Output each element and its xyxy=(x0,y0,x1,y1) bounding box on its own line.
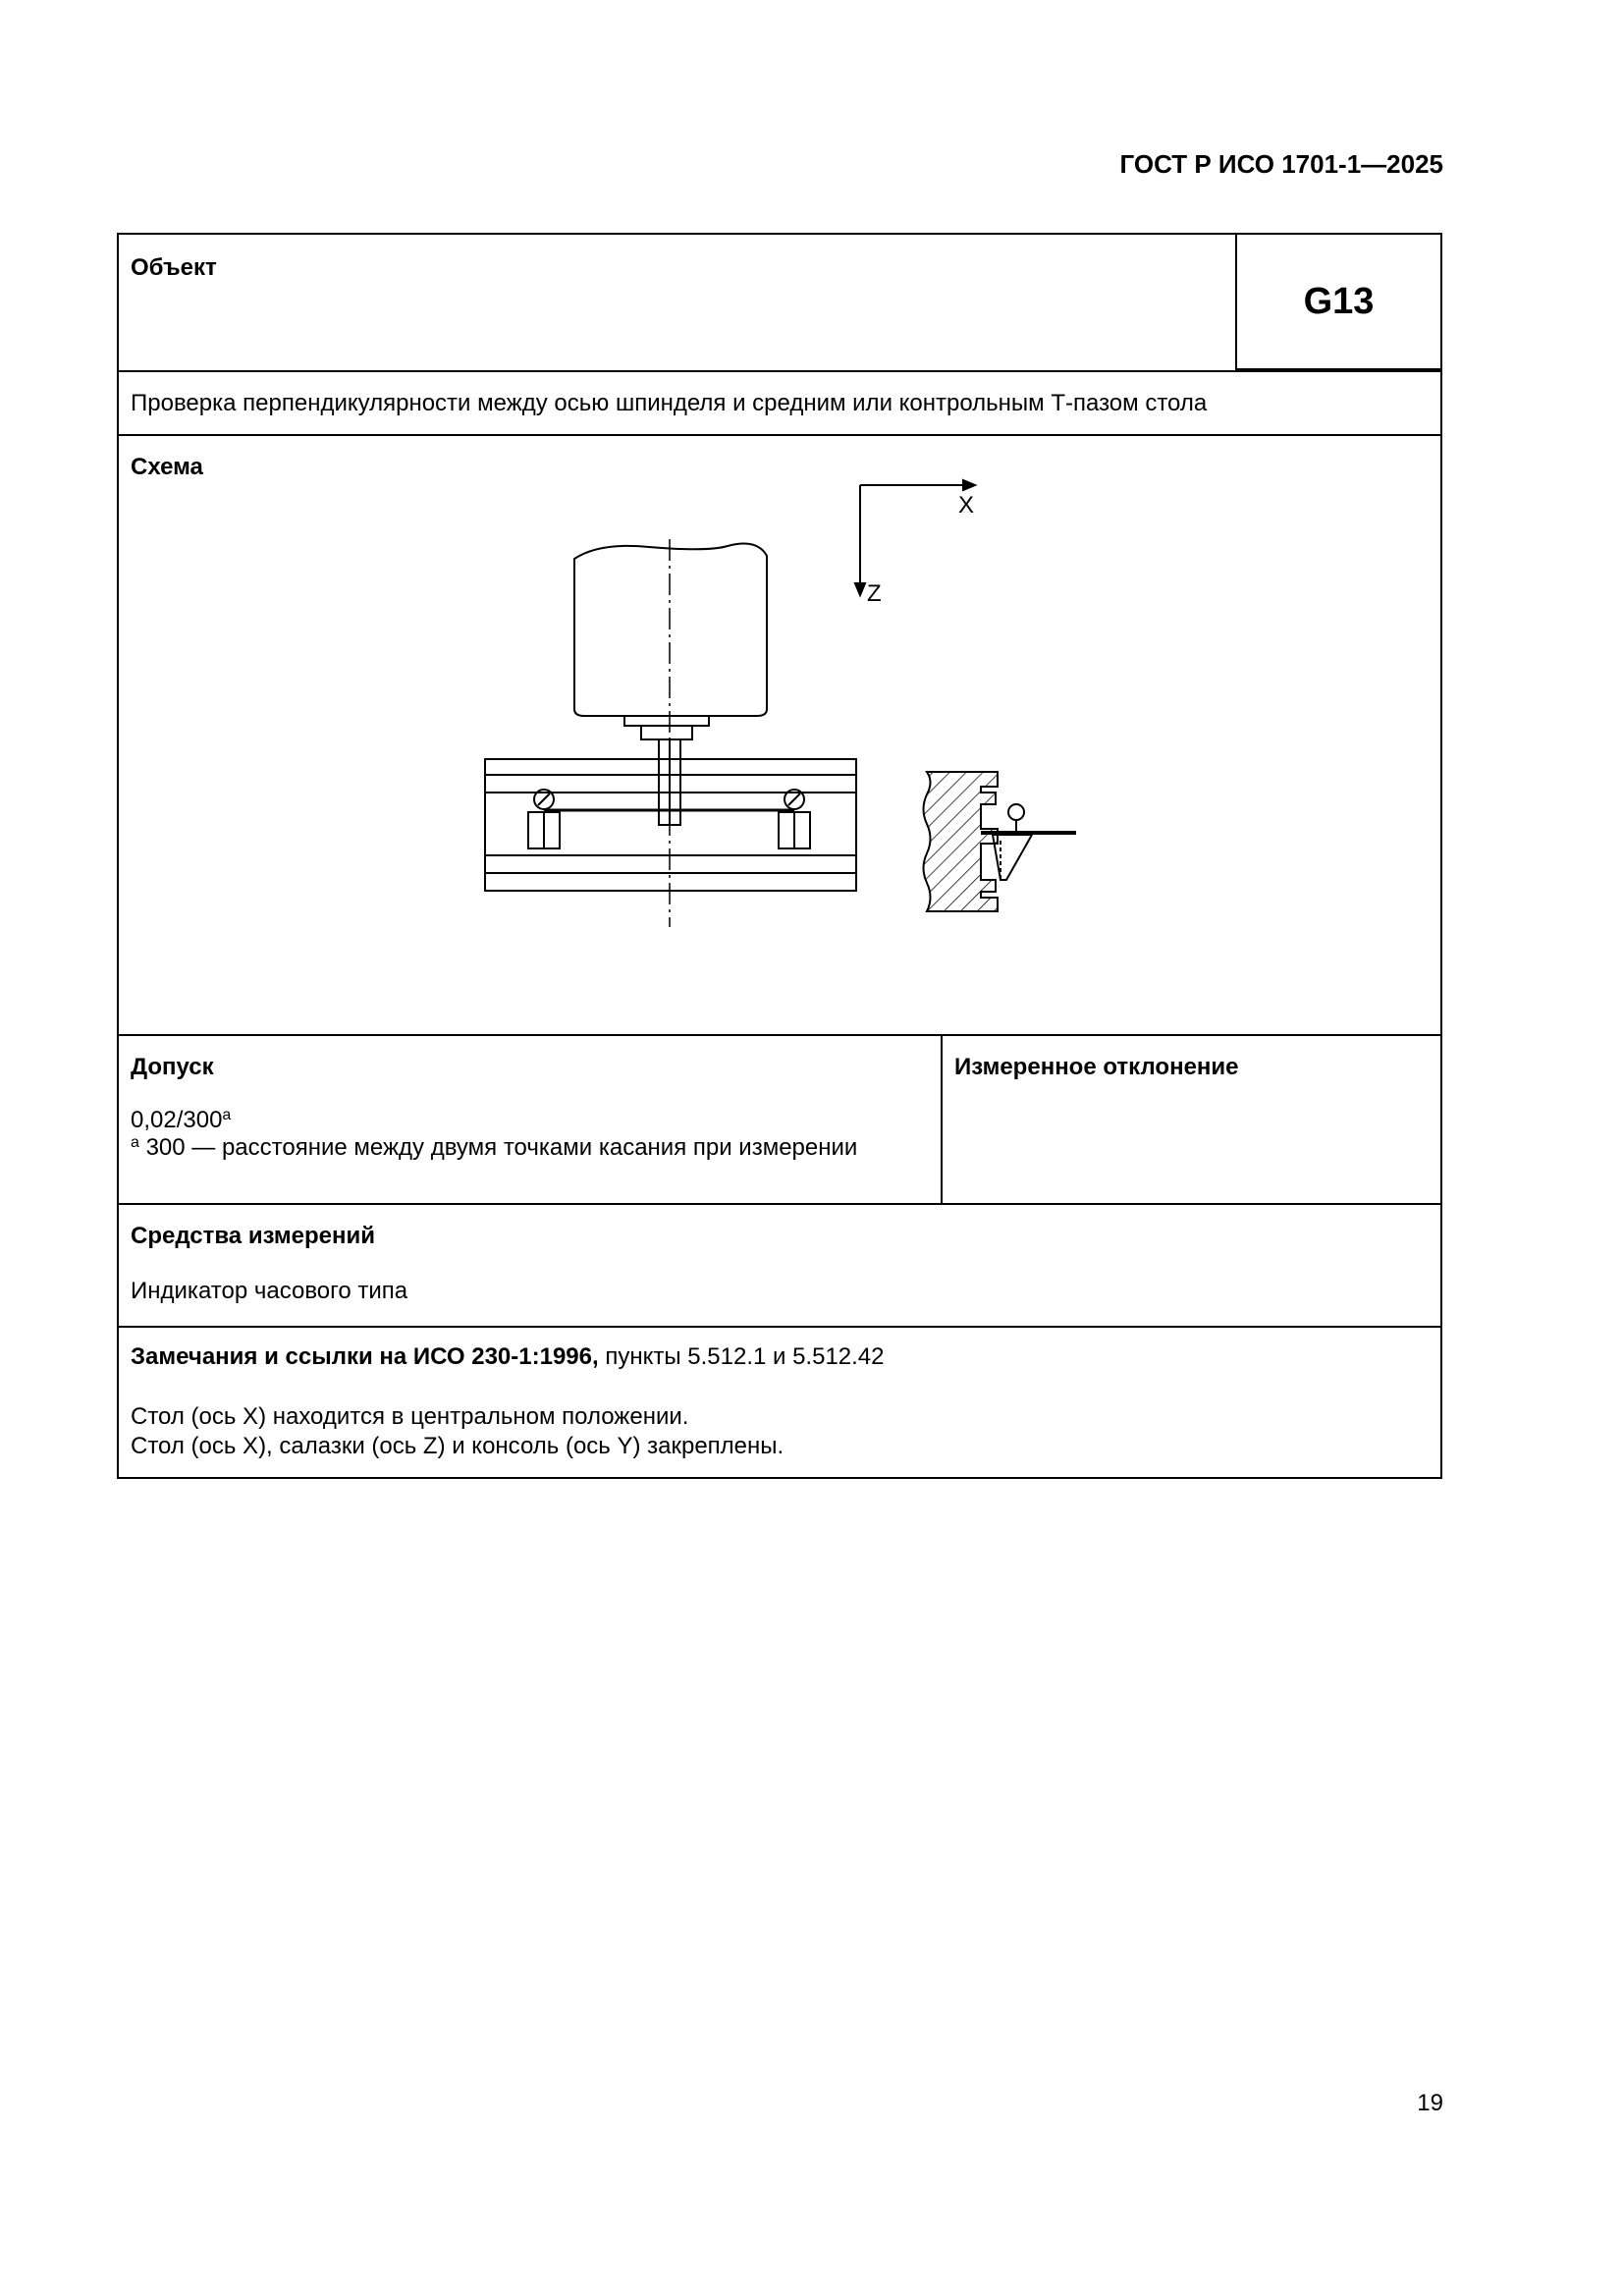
notes-label: Замечания и ссылки на ИСО 230-1:1996, xyxy=(131,1343,599,1370)
instruments-text: Индикатор часового типа xyxy=(131,1278,408,1304)
axis-z-label: Z xyxy=(867,580,882,607)
axis-symbol xyxy=(855,480,975,595)
check-card xyxy=(117,233,1442,1479)
document-header: ГОСТ Р ИСО 1701-1—2025 xyxy=(1119,149,1443,179)
tolerance-value xyxy=(131,1107,929,1134)
scheme-diagram xyxy=(119,436,1440,1034)
footnote-mark: a xyxy=(131,1134,139,1151)
instruments-row xyxy=(119,1205,1440,1328)
tolerance-row xyxy=(119,1036,1440,1205)
tolerance-label: Допуск xyxy=(131,1054,214,1080)
tolerance-footnote xyxy=(131,1134,929,1162)
notes-row xyxy=(119,1328,1440,1477)
object-row xyxy=(119,235,1440,372)
measured-deviation-label: Измеренное отклонение xyxy=(954,1054,1239,1080)
page-number: 19 xyxy=(1417,2090,1443,2116)
instruments-label: Средства измерений xyxy=(131,1223,376,1249)
notes-reference: пункты 5.512.1 и 5.512.42 xyxy=(605,1343,885,1370)
notes-line-1: Стол (ось X) находится в центральном положении. xyxy=(131,1403,689,1430)
t-slot-section xyxy=(924,772,1077,911)
object-label: Объект xyxy=(131,254,217,281)
tolerance-number: 0,02/300 xyxy=(131,1107,223,1133)
scheme-label: Схема xyxy=(131,454,203,480)
axis-x-label: X xyxy=(958,492,975,519)
tolerance-value-mark: a xyxy=(222,1107,232,1123)
check-title-row xyxy=(119,372,1440,436)
scheme-row xyxy=(119,436,1440,1036)
check-title: Проверка перпендикулярности между осью шпинделя и средним или контрольным Т-пазом стола xyxy=(131,389,1208,416)
footnote-text: 300 — расстояние между двумя точками касания при измерении xyxy=(145,1134,858,1161)
spindle-head xyxy=(574,544,767,825)
notes-line-2: Стол (ось X), салазки (ось Z) и консоль (ось Y) закреплены. xyxy=(131,1433,784,1459)
check-code: G13 xyxy=(1235,235,1440,370)
